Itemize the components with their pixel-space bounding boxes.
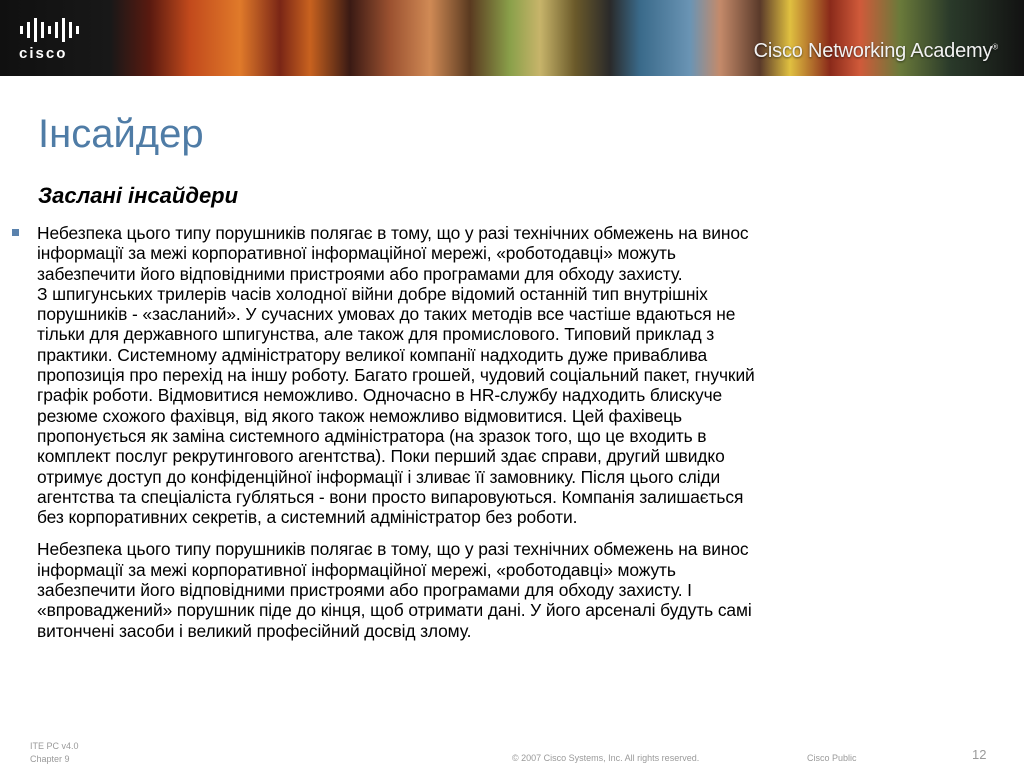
photo-strip: [0, 0, 1024, 76]
cisco-wordmark: cisco: [19, 45, 68, 62]
slide-body: [37, 223, 993, 641]
footer-classification: Cisco Public: [807, 753, 857, 763]
footer-course: ITE PC v4.0: [30, 741, 79, 751]
body-paragraph-2: Небезпека цього типу порушників полягає в тому, що у разі технічних обмежень на винос інформації за межі корпоративної інформаційної мережі, «роботодавці» можуть забезпечити його відповідними пристроями або програмами для обходу захисту. І «впроваджений» порушник піде до кінця, щоб отримати дані. У його арсеналі будуть самі витончені засоби і великий професійний досвід злому.: [37, 539, 752, 641]
bullet-square-icon: [12, 229, 19, 236]
header-banner: [0, 0, 1024, 76]
footer-chapter: Chapter 9: [30, 754, 70, 764]
footer-course-info: [30, 740, 79, 766]
body-paragraph-1: Небезпека цього типу порушників полягає в тому, що у разі технічних обмежень на винос інформації за межі корпоративної інформаційної мережі, «роботодавці» можуть забезпечити його відповідними пристроями або програмами для обходу захисту. З шпигунських трилерів часів холодної війни добре відомий останній тип внутрішніх порушників - «засланий». У сучасних умовах до таких методів все частіше вдаються не тільки для державного шпигунства, але також для промислового. Типовий приклад з практики. Системному адміністратору великої компанії надходить дуже приваблива пропозиція про перехід на іншу роботу. Багато грошей, чудовий соціальний пакет, гнучкий графік роботи. Відмовитися неможливо. Одночасно в HR-службу надходить блискуче резюме схожого фахівця, від якого також неможливо відмовитися. Цей фахівець пропонується як заміна системного адміністратора (на зразок того, що це входить в комплект послуг рекрутингового агентства). Поки перший здає справи, другий швидко отримує доступ до конфіденційної інформації і зливає її замовнику. Після цього сліди агентства та спеціаліста губляться - вони просто випаровуються. Компанія залишається без корпоративних секретів, а системний адміністратор без роботи.: [37, 223, 755, 528]
academy-name: [754, 40, 998, 63]
slide-title: Інсайдер: [38, 112, 204, 156]
footer-copyright: © 2007 Cisco Systems, Inc. All rights reserved.: [512, 753, 700, 763]
cisco-logo: [18, 14, 98, 64]
page-number: 12: [972, 747, 987, 762]
registered-mark: ®: [992, 42, 998, 52]
academy-text: Cisco Networking Academy: [753, 40, 993, 62]
slide-subtitle: Заслані інсайдери: [38, 183, 239, 208]
